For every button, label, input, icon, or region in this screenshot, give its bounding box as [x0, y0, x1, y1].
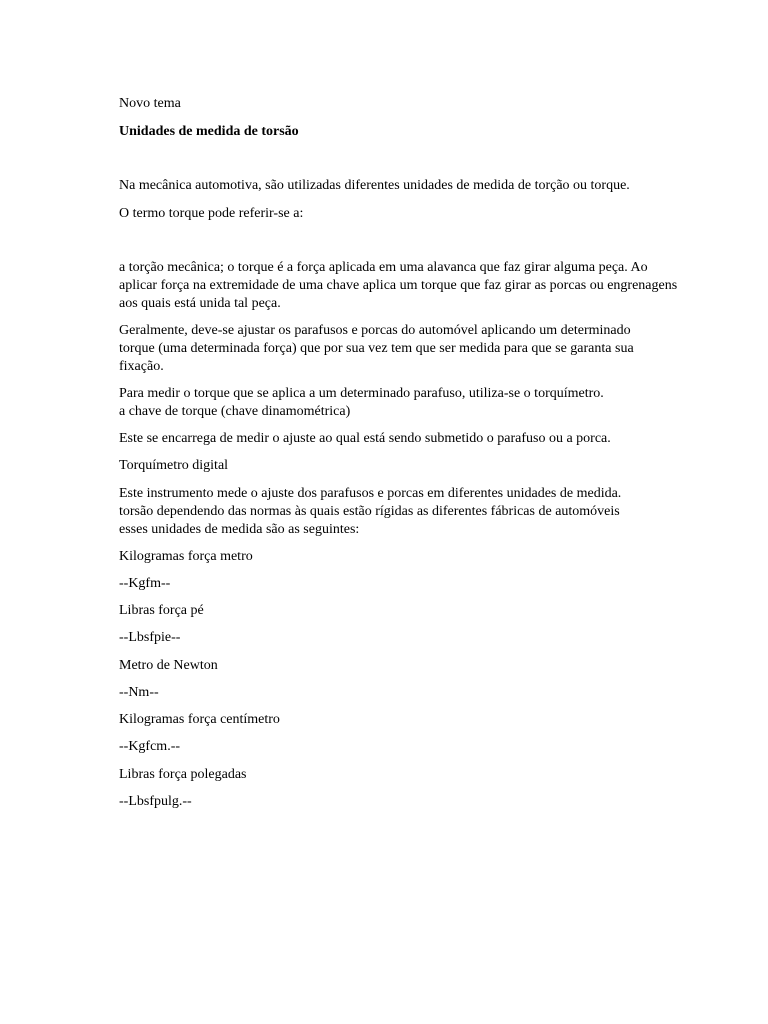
unit-abbreviation: --Nm--: [119, 685, 159, 700]
unit-name: Kilogramas força centímetro: [119, 712, 280, 727]
unit-name: Kilogramas força metro: [119, 549, 253, 564]
paragraph-line: aplicar força na extremidade de uma chave aplica um torque que faz girar as porcas ou engrenagens: [119, 278, 678, 293]
unit-name: Libras força polegadas: [119, 767, 247, 782]
paragraph-encarrega: Este se encarrega de medir o ajuste ao qual está sendo submetido o parafuso ou a porca.: [119, 431, 611, 446]
term-intro: O termo torque pode referir-se a:: [119, 206, 304, 221]
unit-name: Metro de Newton: [119, 658, 218, 673]
paragraph-line: torque (uma determinada força) que por sua vez tem que ser medida para que se garanta sua: [119, 341, 634, 356]
paragraph-line: a chave de torque (chave dinamométrica): [119, 404, 351, 419]
topic-label: Novo tema: [119, 96, 181, 111]
subheading-torquimetro-digital: Torquímetro digital: [119, 458, 229, 473]
paragraph-line: Este instrumento mede o ajuste dos parafusos e porcas em diferentes unidades de medida.: [119, 486, 622, 501]
unit-abbreviation: --Kgfm--: [119, 576, 171, 591]
document-title: Unidades de medida de torsão: [119, 124, 299, 139]
unit-abbreviation: --Lbsfpulg.--: [119, 794, 192, 809]
intro-paragraph: Na mecânica automotiva, são utilizadas diferentes unidades de medida de torção ou torque.: [119, 178, 630, 193]
unit-abbreviation: --Lbsfpie--: [119, 630, 181, 645]
paragraph-line: aos quais está unida tal peça.: [119, 296, 281, 311]
paragraph-line: Geralmente, deve-se ajustar os parafusos e porcas do automóvel aplicando um determinado: [119, 323, 631, 338]
paragraph-line: Para medir o torque que se aplica a um determinado parafuso, utiliza-se o torquímetro.: [119, 386, 604, 401]
paragraph-line: esses unidades de medida são as seguintes:: [119, 522, 360, 537]
paragraph-line: torsão dependendo das normas às quais estão rígidas as diferentes fábricas de automóveis: [119, 504, 620, 519]
paragraph-line: fixação.: [119, 359, 164, 374]
unit-abbreviation: --Kgfcm.--: [119, 739, 181, 754]
paragraph-line: a torção mecânica; o torque é a força aplicada em uma alavanca que faz girar alguma peça. Ao: [119, 260, 648, 275]
unit-name: Libras força pé: [119, 603, 204, 618]
